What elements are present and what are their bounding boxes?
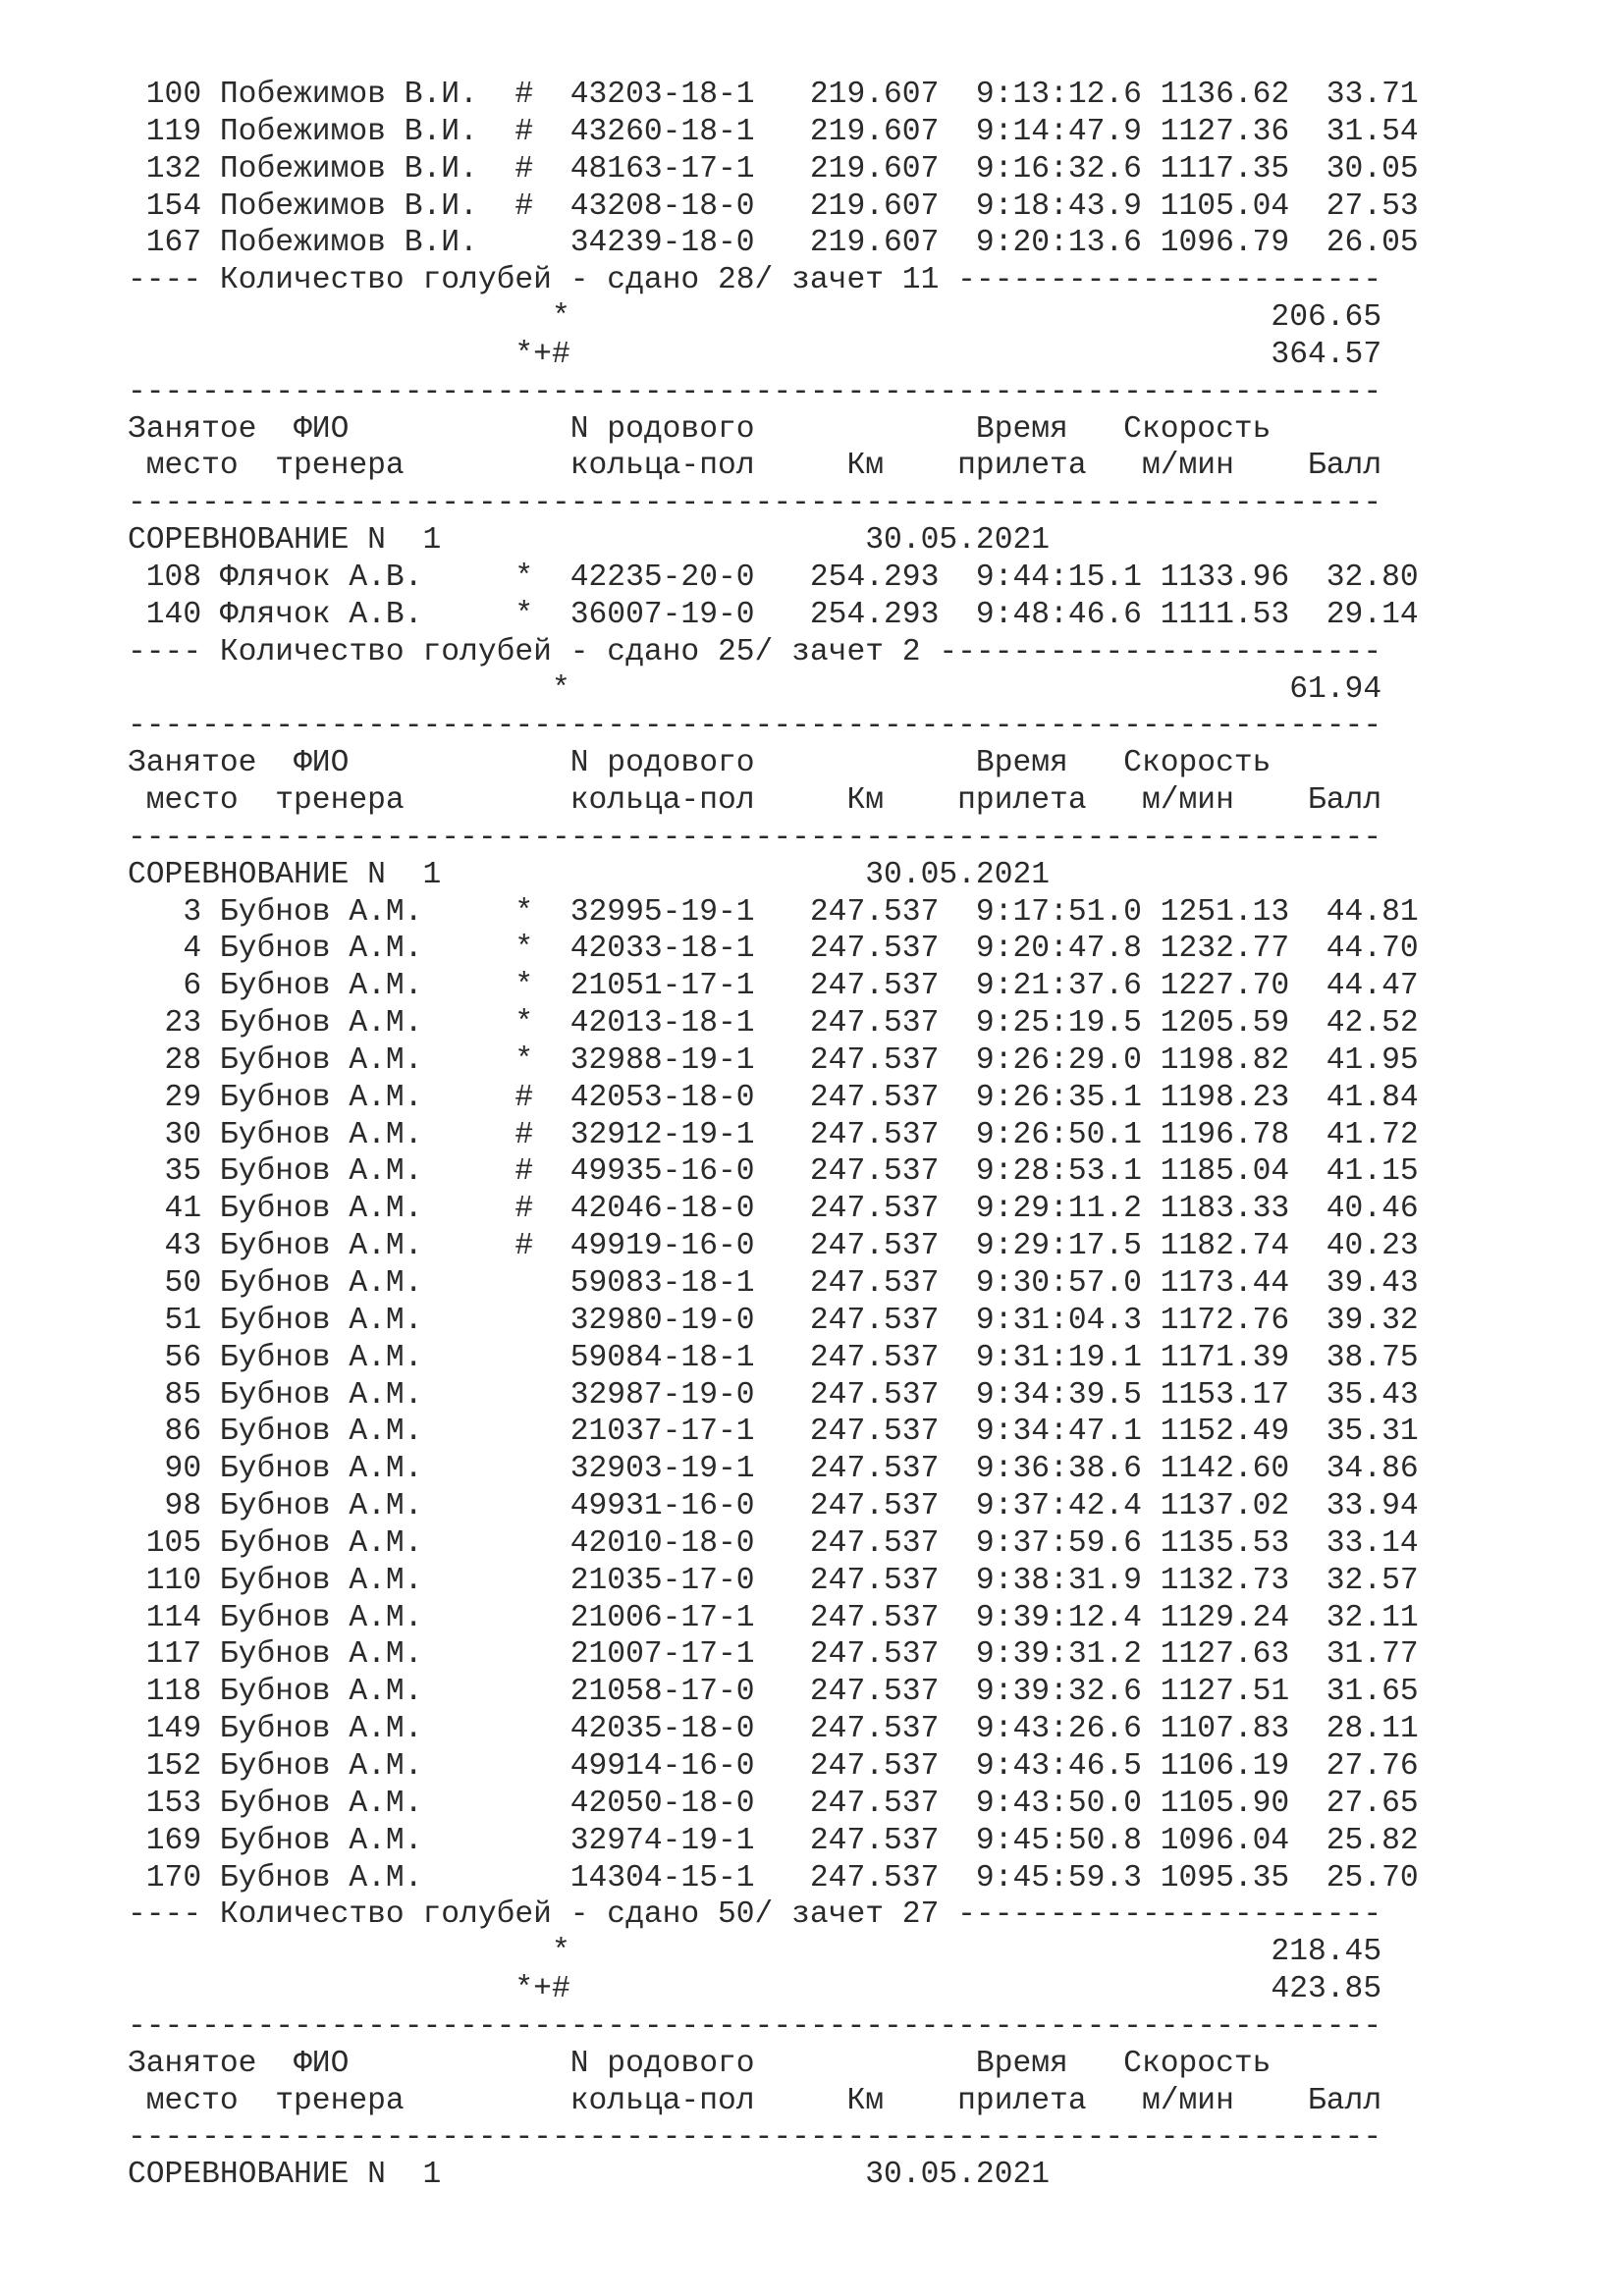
result-row: 29 Бубнов А.М. # 42053-18-0 247.537 9:26:35.1 1198.23 41.84 <box>128 1080 1419 1115</box>
result-row: 118 Бубнов А.М. 21058-17-0 247.537 9:39:32.6 1127.51 31.65 <box>128 1675 1419 1710</box>
score-total: *+# 423.85 <box>128 1972 1382 2007</box>
score-total: * 206.65 <box>128 300 1382 336</box>
result-row: 28 Бубнов А.М. * 32988-19-1 247.537 9:26:29.0 1198.82 41.95 <box>128 1042 1419 1078</box>
result-row: 23 Бубнов А.М. * 42013-18-1 247.537 9:25:19.5 1205.59 42.52 <box>128 1006 1419 1041</box>
result-row: 108 Флячок А.В. * 42235-20-0 254.293 9:44:15.1 1133.96 32.80 <box>128 560 1419 595</box>
separator-line: -------------------------------------------------------------------- <box>128 486 1382 521</box>
separator-line: -------------------------------------------------------------------- <box>128 820 1382 855</box>
score-total: *+# 364.57 <box>128 337 1382 372</box>
competition-title: СОРЕВНОВАНИЕ N 1 30.05.2021 <box>128 523 1382 559</box>
score-total: * 218.45 <box>128 1935 1382 1970</box>
result-row: 170 Бубнов А.М. 14304-15-1 247.537 9:45:59.3 1095.35 25.70 <box>128 1860 1419 1896</box>
result-row: 3 Бубнов А.М. * 32995-19-1 247.537 9:17:51.0 1251.13 44.81 <box>128 894 1419 930</box>
pigeon-count-summary: ---- Количество голубей - сдано 25/ зачет 2 ------------------------ <box>128 634 1382 669</box>
separator-line: -------------------------------------------------------------------- <box>128 709 1382 744</box>
result-row: 86 Бубнов А.М. 21037-17-1 247.537 9:34:47.1 1152.49 35.31 <box>128 1415 1419 1450</box>
result-row: 105 Бубнов А.М. 42010-18-0 247.537 9:37:59.6 1135.53 33.14 <box>128 1525 1419 1561</box>
result-row: 98 Бубнов А.М. 49931-16-0 247.537 9:37:42.4 1137.02 33.94 <box>128 1489 1419 1524</box>
result-row: 50 Бубнов А.М. 59083-18-1 247.537 9:30:57.0 1173.44 39.43 <box>128 1266 1419 1301</box>
separator-line: -------------------------------------------------------------------- <box>128 2120 1382 2156</box>
result-row: 56 Бубнов А.М. 59084-18-1 247.537 9:31:19.1 1171.39 38.75 <box>128 1340 1419 1375</box>
column-header-row: место тренера кольца-пол Км прилета м/мин Балл <box>128 2083 1382 2118</box>
pigeon-count-summary: ---- Количество голубей - сдано 50/ зачет 27 ----------------------- <box>128 1897 1382 1933</box>
column-header-row: Занятое ФИО N родового Время Скорость <box>128 746 1382 781</box>
column-header-row: Занятое ФИО N родового Время Скорость <box>128 411 1382 447</box>
result-row: 132 Побежимов В.И. # 48163-17-1 219.607 9:16:32.6 1117.35 30.05 <box>128 151 1419 187</box>
result-row: 43 Бубнов А.М. # 49919-16-0 247.537 9:29:17.5 1182.74 40.23 <box>128 1229 1419 1264</box>
competition-title: СОРЕВНОВАНИЕ N 1 30.05.2021 <box>128 857 1382 892</box>
result-row: 119 Побежимов В.И. # 43260-18-1 219.607 9:14:47.9 1127.36 31.54 <box>128 114 1419 149</box>
result-row: 167 Побежимов В.И. 34239-18-0 219.607 9:20:13.6 1096.79 26.05 <box>128 226 1419 261</box>
result-row: 154 Побежимов В.И. # 43208-18-0 219.607 9:18:43.9 1105.04 27.53 <box>128 188 1419 224</box>
results-document <box>128 77 1419 2194</box>
result-row: 149 Бубнов А.М. 42035-18-0 247.537 9:43:26.6 1107.83 28.11 <box>128 1712 1419 1747</box>
result-row: 30 Бубнов А.М. # 32912-19-1 247.537 9:26:50.1 1196.78 41.72 <box>128 1117 1419 1152</box>
result-row: 153 Бубнов А.М. 42050-18-0 247.537 9:43:50.0 1105.90 27.65 <box>128 1786 1419 1821</box>
result-row: 6 Бубнов А.М. * 21051-17-1 247.537 9:21:37.6 1227.70 44.47 <box>128 969 1419 1004</box>
competition-title: СОРЕВНОВАНИЕ N 1 30.05.2021 <box>128 2158 1382 2193</box>
separator-line: -------------------------------------------------------------------- <box>128 2008 1382 2044</box>
result-row: 41 Бубнов А.М. # 42046-18-0 247.537 9:29:11.2 1183.33 40.46 <box>128 1192 1419 1227</box>
result-row: 51 Бубнов А.М. 32980-19-0 247.537 9:31:04.3 1172.76 39.32 <box>128 1303 1419 1338</box>
column-header-row: место тренера кольца-пол Км прилета м/мин Балл <box>128 783 1382 819</box>
result-row: 117 Бубнов А.М. 21007-17-1 247.537 9:39:31.2 1127.63 31.77 <box>128 1637 1419 1673</box>
separator-line: -------------------------------------------------------------------- <box>128 374 1382 409</box>
result-row: 152 Бубнов А.М. 49914-16-0 247.537 9:43:46.5 1106.19 27.76 <box>128 1748 1419 1784</box>
result-row: 140 Флячок А.В. * 36007-19-0 254.293 9:48:46.6 1111.53 29.14 <box>128 597 1419 632</box>
column-header-row: Занятое ФИО N родового Время Скорость <box>128 2046 1382 2081</box>
pigeon-count-summary: ---- Количество голубей - сдано 28/ зачет 11 ----------------------- <box>128 263 1382 298</box>
result-row: 114 Бубнов А.М. 21006-17-1 247.537 9:39:12.4 1129.24 32.11 <box>128 1600 1419 1635</box>
result-row: 100 Побежимов В.И. # 43203-18-1 219.607 9:13:12.6 1136.62 33.71 <box>128 78 1419 112</box>
column-header-row: место тренера кольца-пол Км прилета м/мин Балл <box>128 449 1382 484</box>
result-row: 85 Бубнов А.М. 32987-19-0 247.537 9:34:39.5 1153.17 35.43 <box>128 1377 1419 1413</box>
result-row: 4 Бубнов А.М. * 42033-18-1 247.537 9:20:47.8 1232.77 44.70 <box>128 932 1419 967</box>
result-row: 169 Бубнов А.М. 32974-19-1 247.537 9:45:50.8 1096.04 25.82 <box>128 1823 1419 1858</box>
score-total: * 61.94 <box>128 671 1382 707</box>
result-row: 35 Бубнов А.М. # 49935-16-0 247.537 9:28:53.1 1185.04 41.15 <box>128 1154 1419 1190</box>
result-row: 90 Бубнов А.М. 32903-19-1 247.537 9:36:38.6 1142.60 34.86 <box>128 1452 1419 1487</box>
result-row: 110 Бубнов А.М. 21035-17-0 247.537 9:38:31.9 1132.73 32.57 <box>128 1563 1419 1598</box>
